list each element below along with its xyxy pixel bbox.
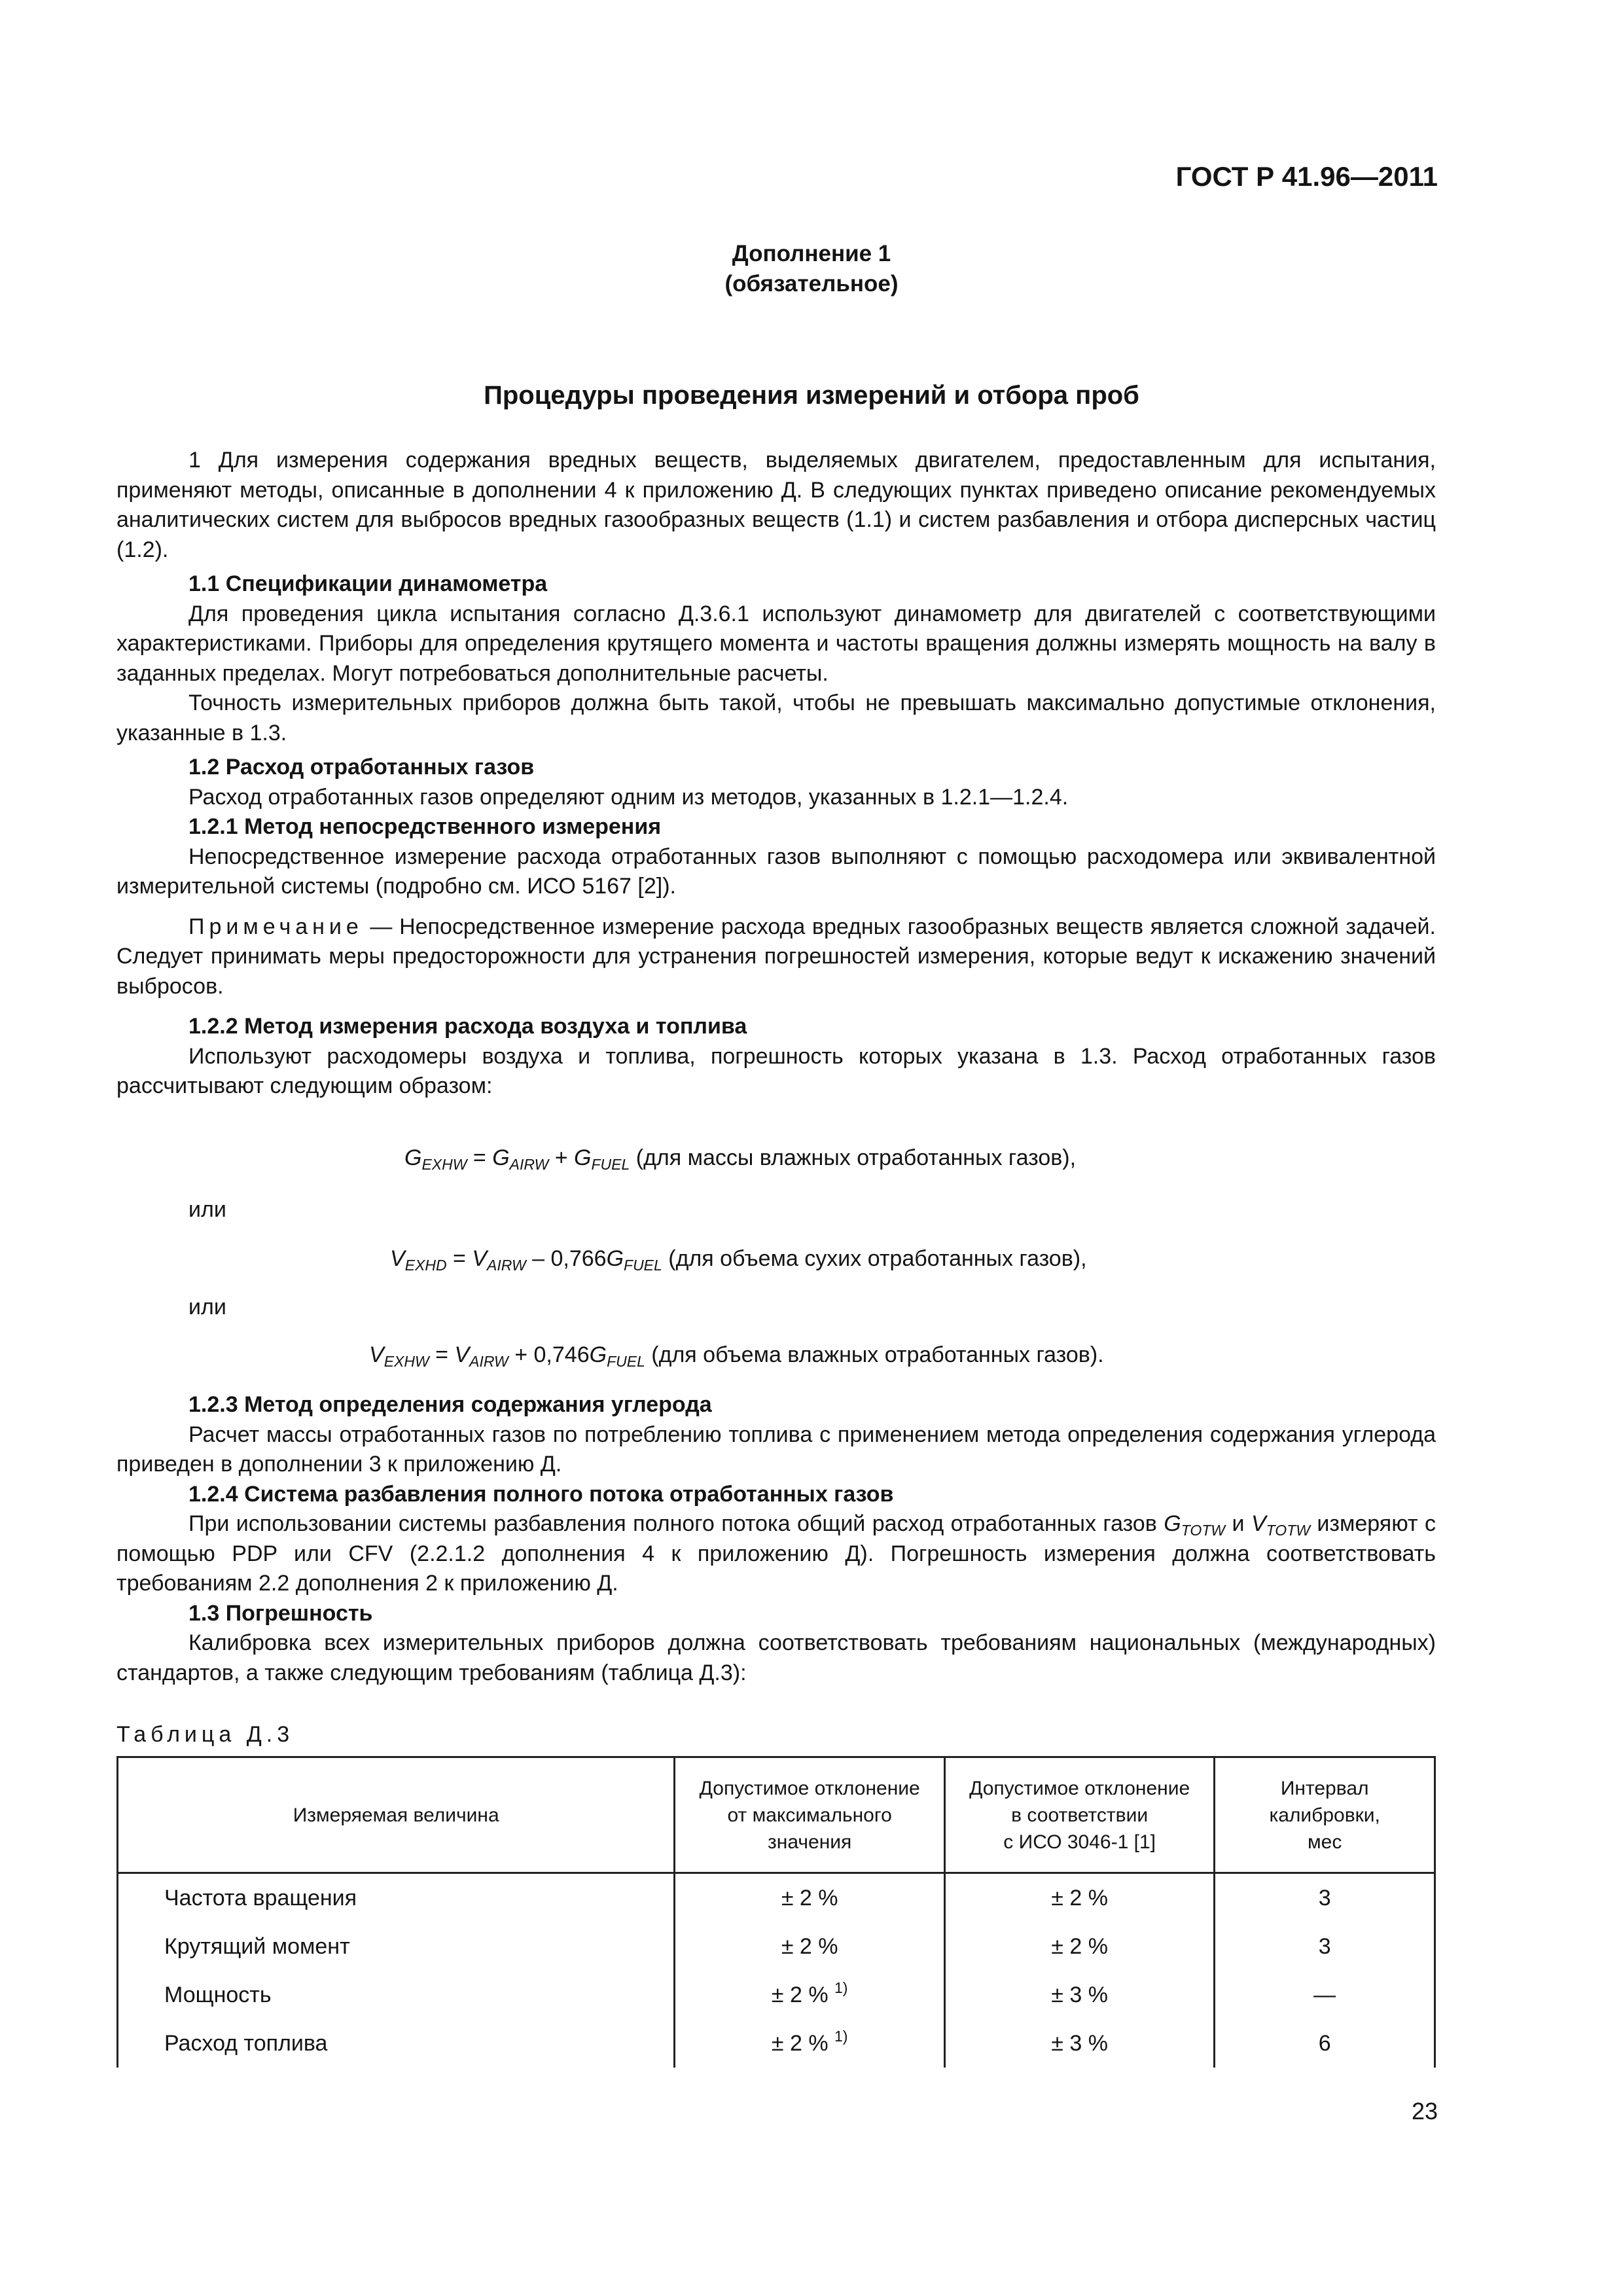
cell-iso-deviation: ± 3 % [944, 2019, 1214, 2068]
heading-1-1: 1.1 Спецификации динамометра [188, 571, 548, 596]
note-label: Примечание [188, 914, 363, 939]
table-row [118, 1971, 1435, 2019]
cell-iso-deviation: ± 2 % [944, 1922, 1214, 1971]
heading-1-2-3: 1.2.3 Метод определения содержания углерода [188, 1392, 712, 1417]
annex-status: (обязательное) [724, 271, 899, 296]
heading-1-3: 1.3 Погрешность [188, 1600, 373, 1626]
cell-iso-deviation: ± 3 % [944, 1971, 1214, 2019]
header-measured-quantity: Измеряемая величина [118, 1757, 675, 1873]
cell-interval: — [1215, 1971, 1435, 2019]
cell-quantity: Частота вращения [118, 1873, 675, 1923]
page-number: 23 [1411, 2098, 1438, 2125]
annex-heading [0, 239, 1623, 299]
cell-quantity: Мощность [118, 1971, 675, 2019]
heading-1-2-4: 1.2.4 Система разбавления полного потока отработанных газов [188, 1481, 894, 1507]
note [116, 912, 1436, 1002]
paragraph-1-2: Расход отработанных газов определяют одним из методов, указанных в 1.2.1—1.2.4. [188, 784, 1069, 810]
cell-max-deviation: ± 2 % [675, 1873, 945, 1923]
cell-quantity: Расход топлива [118, 2019, 675, 2068]
table-row [118, 2019, 1435, 2068]
cell-interval: 3 [1215, 1922, 1435, 1971]
formula-exhaust-volume-dry: $V_{EXHD} = V_{AIRW} - 0,766G_{FUEL}$ (для объема сухих отработанных газов), [390, 1246, 1087, 1274]
note-text: — Непосредственное измерение расхода вредных газообразных веществ является сложной задачей. Следует принимать меры предосторожности для устранения погрешностей измерения, которые ведут к искажению значений выбросов. [116, 914, 1436, 999]
paragraph-1-3: Калибровка всех измерительных приборов должна соответствовать требованиям национальных (международных) стандартов, а также следующим требованиям (таблица Д.3): [116, 1630, 1436, 1685]
heading-1-2: 1.2 Расход отработанных газов [188, 755, 535, 780]
calibration-table [116, 1756, 1436, 2068]
paragraph-1-2-1: Непосредственное измерение расхода отработанных газов выполняют с помощью расходомера или эквивалентной измерительной системы (подробно см. ИСО 5167 [2]). [116, 844, 1436, 899]
header-max-deviation: Допустимое отклонение от максимального значения [675, 1757, 945, 1873]
cell-iso-deviation: ± 2 % [944, 1873, 1214, 1923]
table-row [118, 1873, 1435, 1923]
cell-max-deviation: ± 2 % [675, 1922, 945, 1971]
cell-quantity: Крутящий момент [118, 1922, 675, 1971]
table-row [118, 1922, 1435, 1971]
paragraph-1-2-3: Расчет массы отработанных газов по потреблению топлива с применением метода определения содержания углерода приведен в дополнении 3 к приложению Д. [116, 1422, 1436, 1477]
cell-interval: 6 [1215, 2019, 1435, 2068]
formula-exhaust-volume-wet: $V_{EXHW} = V_{AIRW} + 0,746G_{FUEL}$ (для объема влажных отработанных газов). [369, 1342, 1104, 1370]
header-iso-deviation: Допустимое отклонение в соответствии с ИСО 3046-1 [1] [944, 1757, 1214, 1873]
paragraph-1-2-2: Используют расходомеры воздуха и топлива, погрешность которых указана в 1.3. Расход отработанных газов рассчитывают следующим образом: [116, 1043, 1436, 1098]
or-label-1: или [188, 1197, 226, 1222]
header-calibration-interval: Интервал калибровки, мес [1215, 1757, 1435, 1873]
text-block-1 [116, 446, 1436, 1102]
table-caption: Таблица Д.3 [116, 1722, 294, 1747]
annex-title: Дополнение 1 [732, 241, 891, 266]
paragraph-1-2-4: При использовании системы разбавления полного потока общий расход отработанных газов $G_{TOTW}$ и $V_{TOTW}$ измеряют с помощью PDP или CFV (2.2.1.2 дополнения 4 к приложению Д). Погрешность измерения должна соответствовать требованиям 2.2 дополнения 2 к приложению Д. [116, 1511, 1436, 1596]
cell-max-deviation: ± 2 % $^{1)}$ [675, 1971, 945, 2019]
text-block-2 [116, 1390, 1436, 1688]
cell-interval: 3 [1215, 1873, 1435, 1923]
document-standard-id: ГОСТ Р 41.96—2011 [1175, 161, 1438, 192]
section-title: Процедуры проведения измерений и отбора проб [484, 381, 1139, 410]
table-header-row [118, 1757, 1435, 1873]
cell-max-deviation: ± 2 % $^{1)}$ [675, 2019, 945, 2068]
formula-exhaust-mass-wet: $G_{EXHW} = G_{AIRW} + G_{FUEL}$ (для массы влажных отработанных газов), [404, 1145, 1077, 1173]
paragraph-intro: 1 Для измерения содержания вредных веществ, выделяемых двигателем, предоставленным для испытания, применяют методы, описанные в дополнении 4 к приложению Д. В следующих пунктах приведено описание рекомендуемых аналитических систем для выбросов вредных газообразных веществ (1.1) и систем разбавления и отбора дисперсных частиц (1.2). [116, 448, 1436, 562]
paragraph-1-1-b: Точность измерительных приборов должна быть такой, чтобы не превышать максимально допустимые отклонения, указанные в 1.3. [116, 691, 1436, 745]
or-label-2: или [188, 1295, 226, 1319]
heading-1-2-1: 1.2.1 Метод непосредственного измерения [188, 814, 662, 839]
heading-1-2-2: 1.2.2 Метод измерения расхода воздуха и топлива [188, 1014, 747, 1039]
paragraph-1-1-a: Для проведения цикла испытания согласно Д.3.6.1 используют динамометр для двигателей с соответствующими характеристиками. Приборы для определения крутящего момента и частоты вращения должны измерять мощность на валу в заданных пределах. Могут потребоваться дополнительные расчеты. [116, 601, 1436, 686]
